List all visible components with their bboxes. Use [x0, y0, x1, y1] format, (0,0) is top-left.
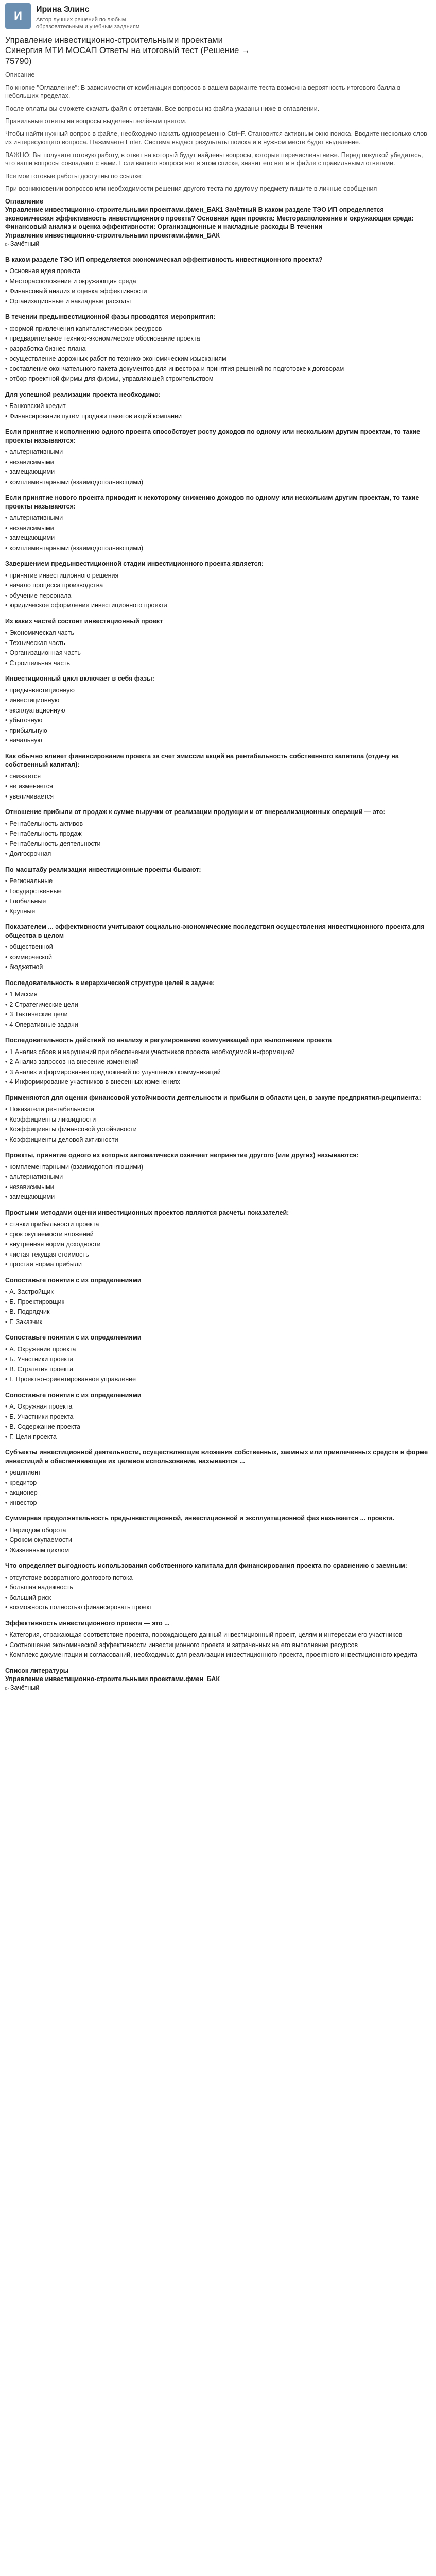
answer-option: • альтернативными	[5, 514, 431, 522]
answer-option: • Финансовый анализ и оценка эффективности	[5, 287, 431, 296]
question-block	[5, 1276, 431, 1327]
question-block	[5, 494, 431, 552]
answer-option: • комплементарными (взаимодополняющими)	[5, 1163, 431, 1172]
description-paragraph: Чтобы найти нужный вопрос в файле, необходимо нажать одновременно Ctrl+F. Становится активным окно поиска. Вводите несколько слов из интересующего вопроса. Нажимаете Enter. Система выдаст результаты поиска и в нужном месте будет выделение.	[5, 130, 427, 146]
author-bio: Автор лучших решений по любым образовательным и учебным заданиям	[36, 16, 140, 30]
description-paragraph: Правильные ответы на вопросы выделены зелёным цветом.	[5, 117, 187, 125]
answer-option: • 2 Анализ запросов на внесение изменений	[5, 1058, 431, 1066]
answer-option: • альтернативными	[5, 1173, 431, 1181]
answer-option: • Государственные	[5, 887, 431, 896]
answer-option: • В. Содержание проекта	[5, 1422, 431, 1431]
question-text: Последовательность в иерархической структуре целей в задаче:	[5, 979, 215, 987]
answer-option: • разработка бизнес-плана	[5, 345, 431, 353]
answer-option: • Жизненным циклом	[5, 1546, 431, 1555]
answer-option: • Долгосрочная	[5, 850, 431, 858]
answer-option: • независимыми	[5, 524, 431, 533]
contents-tag: ▷ Зачётный	[5, 240, 40, 248]
contents-heading: Оглавление	[5, 197, 43, 205]
description-paragraph: Все мои готовые работы доступны по ссылке:	[5, 172, 143, 180]
question-text: Отношение прибыли от продаж к сумме выручки от реализации продукции и от внереализационных операций — это:	[5, 808, 386, 816]
answer-option: • отсутствие возвратного долгового потока	[5, 1573, 431, 1582]
answer-option: • А. Застройщик	[5, 1287, 431, 1296]
question-block	[5, 1619, 431, 1659]
description-paragraph: После оплаты вы сможете скачать файл с ответами. Все вопросы из файла указаны ниже в оглавлении.	[5, 105, 320, 112]
answer-option: • простая норма прибыли	[5, 1260, 431, 1269]
avatar[interactable]: И	[5, 3, 31, 29]
answer-option: • Банковский кредит	[5, 402, 431, 411]
question-text: Если принятие к исполнению одного проекта способствует росту доходов по одному или нескольким другим проектам, то такие проекты называются:	[5, 428, 421, 444]
answer-option: • осуществление дорожных работ по технико-экономическим изысканиям	[5, 354, 431, 363]
answer-option: • Коэффициенты деловой активности	[5, 1136, 431, 1144]
answer-option: • 3 Анализ и формирование предложений по улучшению коммуникаций	[5, 1068, 431, 1077]
answer-option: • снижается	[5, 772, 431, 781]
description-paragraph: При возникновении вопросов или необходимости решения другого теста по другому предмету пишите в личные сообщения	[5, 185, 377, 193]
answer-option: • возможность полностью финансировать проект	[5, 1603, 431, 1612]
question-text: В каком разделе ТЭО ИП определяется экономическая эффективность инвестиционного проекта?	[5, 256, 323, 263]
question-text: Для успешной реализации проекта необходимо:	[5, 391, 161, 398]
answer-option: • Г. Цели проекта	[5, 1433, 431, 1442]
question-text: Проекты, принятие одного из которых автоматически означает непринятие другого (или других) называются:	[5, 1151, 359, 1159]
answer-option: • реципиент	[5, 1468, 431, 1477]
triangle-icon: ▷	[5, 1685, 9, 1691]
question-list	[5, 256, 431, 1659]
footer-list-label: Список литературы	[5, 1667, 69, 1674]
contents-title: Управление инвестиционно-строительными проектами.фмен_БАК1 Зачётный В каком разделе ТЭО ИП определяется экономическая эффективность инвестиционного проекта? Основная идея проекта: Месторасположение и окружающая среда: Финансовый анализ и оценка эффективности: Организационные и накладные расходы В течении	[5, 206, 414, 231]
question-text: Эффективность инвестиционного проекта — это ...	[5, 1619, 170, 1627]
answer-option: • Организационные и накладные расходы	[5, 297, 431, 306]
answer-option: • коммерческой	[5, 953, 431, 962]
answer-option: • предынвестиционную	[5, 686, 431, 695]
question-block	[5, 428, 431, 486]
answer-option: • Региональные	[5, 877, 431, 886]
answer-option: • ставки прибыльности проекта	[5, 1220, 431, 1229]
question-block	[5, 560, 431, 610]
footer-tag: ▷ Зачётный	[5, 1684, 40, 1691]
answer-option: • Категория, отражающая соответствие проекта, порождающего данный инвестиционный проект, целям и интересам его участников	[5, 1631, 431, 1639]
answer-option: • Сроком окупаемости	[5, 1536, 431, 1545]
description-paragraph: ВАЖНО: Вы получите готовую работу, в ответ на который будут найдены вопросы, которые перечислены ниже. Перед покупкой убедитесь, что ваши вопросы совпадают с нами. Если вашего вопроса нет в этом списке, значит его нет и в файле с правильными ответами.	[5, 151, 423, 167]
question-block	[5, 1151, 431, 1201]
answer-option: • Финансирование путём продажи пакетов акций компании	[5, 412, 431, 421]
answer-option: • Г. Проектно-ориентированное управление	[5, 1375, 431, 1384]
question-block	[5, 923, 431, 972]
answer-option: • не изменяется	[5, 782, 431, 791]
question-text: В течении предынвестиционной фазы проводятся мероприятия:	[5, 313, 216, 321]
answer-option: • большая надежность	[5, 1583, 431, 1592]
footer-subtitle: Управление инвестиционно-строительными проектами.фмен_БАК	[5, 1675, 220, 1683]
question-block	[5, 866, 431, 916]
answer-option: • Б. Участники проекта	[5, 1355, 431, 1364]
question-block	[5, 391, 431, 421]
question-text: Завершением предынвестиционной стадии инвестиционного проекта является:	[5, 560, 264, 568]
answer-option: • отбор проектной фирмы для фирмы, управляющей строительством	[5, 375, 431, 383]
question-text: Что определяет выгодность использования собственного капитала для финансирования проекта по сравнению с заемным:	[5, 1562, 407, 1570]
question-block	[5, 1036, 431, 1087]
answer-option: • замещающими	[5, 1193, 431, 1201]
footer	[5, 1667, 431, 1692]
answer-option: • акционер	[5, 1488, 431, 1497]
answer-option: • Рентабельность деятельности	[5, 840, 431, 849]
description	[5, 71, 431, 193]
question-block	[5, 617, 431, 668]
question-block	[5, 313, 431, 383]
question-text: Простыми методами оценки инвестиционных проектов являются расчеты показателей:	[5, 1209, 289, 1216]
answer-option: • комплементарными (взаимодополняющими)	[5, 478, 431, 487]
answer-option: • начало процесса производства	[5, 581, 431, 590]
answer-option: • 1 Миссия	[5, 990, 431, 999]
answer-option: • 3 Тактические цели	[5, 1010, 431, 1019]
question-block	[5, 1448, 431, 1507]
question-block	[5, 808, 431, 858]
question-text: Сопоставьте понятия с их определениями	[5, 1276, 142, 1284]
answer-option: • бюджетной	[5, 963, 431, 972]
description-paragraphs	[5, 83, 431, 193]
answer-option: • юридическое оформление инвестиционного проекта	[5, 601, 431, 610]
answer-option: • больший риск	[5, 1594, 431, 1602]
answer-option: • Месторасположение и окружающая среда	[5, 277, 431, 286]
triangle-icon: ▷	[5, 242, 9, 247]
question-block	[5, 1094, 431, 1144]
answer-option: • Рентабельность продаж	[5, 829, 431, 838]
answer-option: • комплементарными (взаимодополняющими)	[5, 544, 431, 553]
answer-option: • Экономическая часть	[5, 629, 431, 637]
answer-option: • Г. Заказчик	[5, 1318, 431, 1327]
answer-option: • обучение персонала	[5, 591, 431, 600]
answer-option: • Основная идея проекта	[5, 267, 431, 276]
question-text: Показателем ... эффективности учитывают социально-экономические последствия осуществления инвестиционного проекта для общества в целом	[5, 923, 425, 939]
answer-option: • инвестор	[5, 1499, 431, 1507]
answer-option: • Соотношение экономической эффективности инвестиционного проекта и затраченных на его выполнение ресурсов	[5, 1641, 431, 1650]
answer-option: • кредитор	[5, 1479, 431, 1487]
answer-option: • общественной	[5, 943, 431, 952]
answer-option: • 2 Стратегические цели	[5, 1001, 431, 1009]
answer-option: • А. Окружение проекта	[5, 1345, 431, 1354]
answer-option: • Показатели рентабельности	[5, 1105, 431, 1114]
answer-option: • 4 Информирование участников в внесенных изменениях	[5, 1078, 431, 1087]
question-text: По масштабу реализации инвестиционные проекты бывают:	[5, 866, 201, 873]
question-text: Инвестиционный цикл включает в себя фазы:	[5, 675, 154, 683]
answer-option: • инвестиционную	[5, 696, 431, 705]
answer-option: • чистая текущая стоимость	[5, 1250, 431, 1259]
question-block	[5, 256, 431, 306]
question-text: Из каких частей состоит инвестиционный проект	[5, 617, 163, 625]
answer-option: • формой привлечения капиталистических ресурсов	[5, 325, 431, 333]
question-text: Если принятие нового проекта приводит к некоторому снижению доходов по одному или нескольким другим проектам, то такие проекты называются:	[5, 494, 420, 510]
answer-option: • срок окупаемости вложений	[5, 1230, 431, 1239]
answer-option: • Б. Проектировщик	[5, 1298, 431, 1307]
question-text: Применяются для оценки финансовой устойчивости деятельности и прибыли в области цен, в закупе предприятия-реципиента:	[5, 1094, 421, 1101]
answer-option: • предварительное технико-экономическое обоснование проекта	[5, 334, 431, 343]
question-block	[5, 752, 431, 801]
question-text: Сопоставьте понятия с их определениями	[5, 1334, 142, 1342]
author-name[interactable]: Ирина Элинс	[36, 5, 90, 14]
answer-option: • увеличивается	[5, 792, 431, 801]
answer-option: • Коэффициенты финансовой устойчивости	[5, 1125, 431, 1134]
answer-option: • Организационная часть	[5, 649, 431, 657]
answer-option: • Крупные	[5, 907, 431, 916]
author-block	[5, 3, 431, 31]
description-paragraph: По кнопке "Оглавление": В зависимости от комбинации вопросов в вашем варианте теста возможна вероятность итогового балла в небольших пределах.	[5, 83, 401, 100]
question-text: Суммарная продолжительность предынвестиционной, инвестиционной и эксплуатационной фаз называется ... проекта.	[5, 1515, 395, 1522]
question-block	[5, 1514, 431, 1554]
answer-option: • прибыльную	[5, 726, 431, 735]
question-text: Сопоставьте понятия с их определениями	[5, 1391, 142, 1399]
answer-option: • Рентабельность активов	[5, 820, 431, 828]
question-text: Последовательность действий по анализу и регулированию коммуникаций при выполнении проекта	[5, 1037, 332, 1044]
answer-option: • составление окончательного пакета документов для инвестора и принятия решений по подготовке к договорам	[5, 365, 431, 374]
document-title: Управление инвестиционно-строительными проектами Синергия МТИ МОСАП Ответы на итоговый тест (Решение → 75790)	[5, 35, 250, 66]
answer-option: • Б. Участники проекта	[5, 1413, 431, 1421]
answer-option: • Комплекс документации и согласований, необходимых для реализации инвестиционного проекта, проектного инвестиционного кредита	[5, 1651, 431, 1659]
author-info	[36, 3, 170, 31]
question-block	[5, 1333, 431, 1384]
answer-option: • независимыми	[5, 1183, 431, 1192]
answer-option: • Техническая часть	[5, 639, 431, 648]
answer-option: • А. Окружная проекта	[5, 1402, 431, 1411]
answer-option: • В. Подрядчик	[5, 1308, 431, 1316]
answer-option: • замещающими	[5, 534, 431, 543]
answer-option: • альтернативными	[5, 448, 431, 456]
answer-option: • замещающими	[5, 468, 431, 477]
answer-option: • принятие инвестиционного решения	[5, 571, 431, 580]
answer-option: • Строительная часть	[5, 659, 431, 668]
answer-option: • Глобальные	[5, 897, 431, 906]
answer-option: • независимыми	[5, 458, 431, 467]
question-text: Как обычно влияет финансирование проекта за счет эмиссии акций на рентабельность собственного капитала (отдачу на собственный капитал):	[5, 752, 399, 769]
answer-option: • начальную	[5, 736, 431, 745]
answer-option: • Периодом оборота	[5, 1526, 431, 1535]
answer-option: • 1 Анализ сбоев и нарушений при обеспечении участников проекта необходимой информацией	[5, 1048, 431, 1057]
question-block	[5, 1391, 431, 1442]
answer-option: • убыточную	[5, 716, 431, 725]
question-text: Субъекты инвестиционной деятельности, осуществляющие вложения собственных, заемных или привлеченных средств в форме инвестиций и обеспечивающие их целевое использование, называются ...	[5, 1449, 428, 1465]
contents-subtitle: Управление инвестиционно-строительными проектами.фмен_БАК	[5, 231, 220, 239]
answer-option: • эксплуатационную	[5, 706, 431, 715]
answer-option: • Коэффициенты ликвидности	[5, 1115, 431, 1124]
description-heading: Описание	[5, 71, 35, 79]
answer-option: • внутренняя норма доходности	[5, 1240, 431, 1249]
answer-option: • В. Стратегия проекта	[5, 1365, 431, 1374]
question-block	[5, 1209, 431, 1269]
contents-section	[5, 197, 431, 248]
question-block	[5, 1562, 431, 1612]
question-block	[5, 979, 431, 1029]
answer-option: • 4 Оперативные задачи	[5, 1021, 431, 1029]
question-block	[5, 674, 431, 745]
